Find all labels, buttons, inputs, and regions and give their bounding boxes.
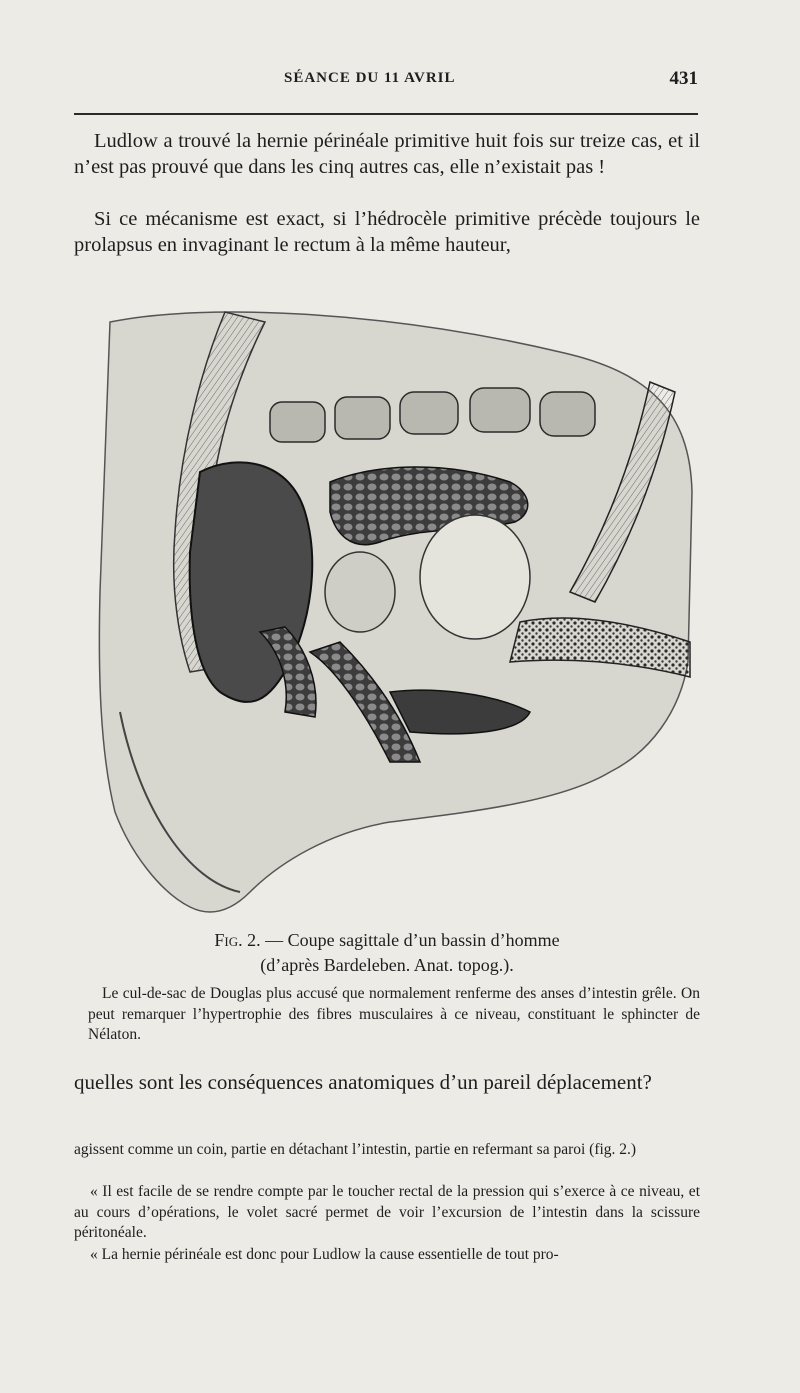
quote-paragraph: « La hernie périnéale est donc pour Ludlow la cause essentielle de tout pro-: [90, 1246, 559, 1263]
bladder: [420, 515, 530, 639]
page-header: [74, 70, 698, 96]
figure-caption-line1: Fig. 2. — Coupe sagittale d’un bassin d’homme: [214, 930, 560, 950]
header-rule: [74, 113, 698, 115]
quote-paragraph: agissent comme un coin, partie en détachant l’intestin, partie en refermant sa paroi (fig. 2.): [74, 1141, 637, 1158]
prostate: [325, 552, 395, 632]
paragraph: Ludlow a trouvé la hernie périnéale primitive huit fois sur treize cas, et il n’est pas prouvé que dans les cinq autres cas, elle n’existait pas !: [74, 130, 700, 178]
figure-label: Fig. 2.: [214, 930, 261, 950]
figure-note: Le cul-de-sac de Douglas plus accusé que normalement renferme des anses d’intestin grêle. On peut remarquer l’hypertrophie des fibres musculaires à ce niveau, constituant le sphincter de Nélaton.: [88, 985, 700, 1043]
anatomical-figure: [90, 292, 700, 922]
paragraph: Si ce mécanisme est exact, si l’hédrocèle primitive précède toujours le prolapsus en invaginant le rectum à la même hauteur,: [74, 208, 700, 256]
question-paragraph: quelles sont les conséquences anatomiques d’un pareil déplacement?: [74, 1070, 652, 1094]
running-head: SÉANCE DU 11 AVRIL: [284, 70, 456, 86]
page-number: 431: [669, 68, 698, 89]
quote-paragraph: « Il est facile de se rendre compte par le toucher rectal de la pression qui s’exerce à ce niveau, et au cours d’opérations, le volet sacré permet de voir l’excursion de l’intestin dans la scissure péritonéale.: [74, 1183, 700, 1241]
figure-caption-line2: (d’après Bardeleben. Anat. topog.).: [260, 955, 514, 975]
